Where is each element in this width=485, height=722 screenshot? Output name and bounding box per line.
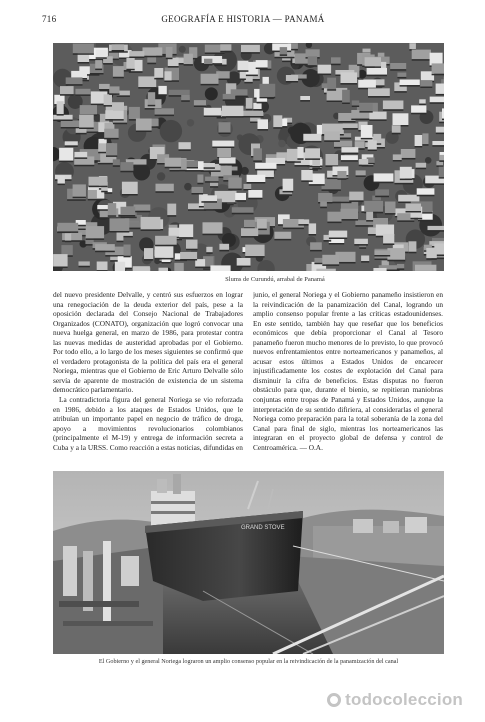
canal-ship-caption: El Gobierno y el general Noriega lograron un amplio consenso popular en la reivindicación de la panamización del canal bbox=[98, 658, 399, 665]
paragraph: La contradictoria figura del general Noriega se vio reforzada en 1986, debido a los ataques de Estados Unidos, que le atribuían un importante papel en negocio de tráfico de droga, apoyo a movimientos revolucionarios colombianos (principalmente el M-19) y entrega de información secreta a Cuba y a la URSS. Como reacción a estas noticias, difundidas en bbox=[53, 395, 243, 452]
canal-ship-photo bbox=[53, 471, 444, 654]
running-title: GEOGRAFÍA E HISTORIA — PANAMÁ bbox=[161, 14, 325, 24]
paragraph: junio, el general Noriega y el Gobierno panameño insistieron en la reivindicación de la panamización del Canal, logrando un amplio consenso popular frente a las críticas estadounidenses. En este sentido, también hay que reseñar que los beneficios económicos que debía proporcionar el Canal al Tesoro panameño fueron mucho menores de lo previsto, lo que provocó nuevos enfrentamientos entre norteamericanos y panameños, al acusar estos últimos a Estados Unidos de encarecer injustificadamente los costes de explotación del Canal para disminuir la cifra de beneficios. Estas disputas no fueron obstáculo para que, durante el bienio, se repitieran maniobras conjuntas entre tropas de Panamá y Estados Unidos, aunque la interpretación de su sentido difiriera, al considerarlas el general Noriega como preparación para la total soberanía de la zona del Canal para final de siglo, mientras los norteamericanos las integraran en el proyecto global de defensa y control de Centroamérica. — O.A. bbox=[253, 290, 443, 452]
running-header bbox=[42, 14, 444, 28]
watermark-logo-icon bbox=[327, 693, 341, 707]
page-number: 716 bbox=[42, 14, 57, 24]
slum-photo-caption: Slums de Curundú, arrabal de Panamá bbox=[225, 276, 325, 283]
text-column-left bbox=[53, 290, 243, 466]
watermark-text: todocoleccion bbox=[345, 690, 463, 709]
ship-name-text: GRAND STOVE bbox=[241, 525, 285, 531]
slum-photo bbox=[53, 43, 444, 271]
canal-ship-image bbox=[53, 471, 444, 654]
slum-photo-image bbox=[53, 43, 444, 271]
paragraph: del nuevo presidente Delvalle, y centró sus esfuerzos en lograr una renegociación de la deuda exterior del país, pese a la oposición declarada del Consejo Nacional de Trabajadores Organizados (CONATO), organización que logró convocar una nueva huelga general, en marzo de 1986, para protestar contra las nuevas medidas de austeridad aprobadas por el Gobierno. Por todo ello, a lo largo de los meses siguientes se confirmó que el verdadero protagonista de la política del país era el general Noriega, mientras que el Gobierno de Eric Arturo Delvalle sólo servía de aparente de mostración de existencia de un sistema democrático parlamentario. bbox=[53, 290, 243, 395]
text-column-right bbox=[253, 290, 443, 466]
watermark bbox=[327, 690, 463, 710]
